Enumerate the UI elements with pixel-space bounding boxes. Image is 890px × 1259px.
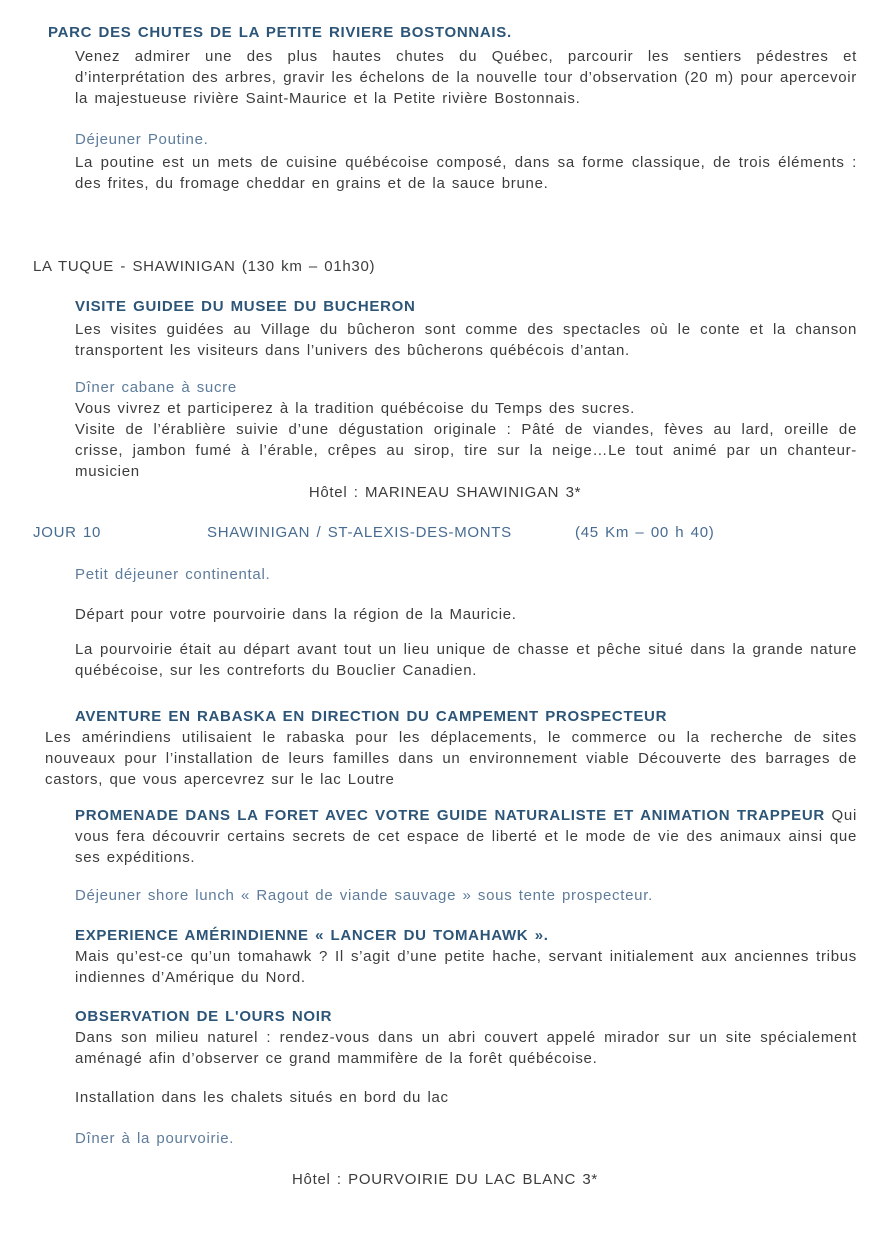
diner-cabane-line1: Vous vivrez et participerez à la tradition québécoise du Temps des sucres. (75, 400, 635, 417)
experience-tomahawk-paragraph: Mais qu’est-ce qu’un tomahawk ? Il s’agit d’une petite hache, servant initialement aux anciennes tribus indiennes d’Amérique du Nord. (75, 948, 857, 986)
installation-chalets-line: Installation dans les chalets situés en bord du lac (75, 1089, 449, 1106)
visite-musee-heading: VISITE GUIDEE DU MUSEE DU BUCHERON (75, 298, 416, 315)
diner-cabane-line2: Visite de l’érablière suivie d’une dégustation originale : Pâté de viandes, fèves au lard, oreille de crisse, jambon fumé à l’érable, crêpes au sirop, tire sur la neige…Le tout animé par un chanteur-musicien (75, 421, 857, 480)
experience-tomahawk-heading: EXPERIENCE AMÉRINDIENNE « LANCER DU TOMAHAWK ». (75, 927, 549, 944)
hotel-marineau-shawinigan: Hôtel : MARINEAU SHAWINIGAN 3* (308, 484, 582, 501)
aventure-rabaska-paragraph: Les amérindiens utilisaient le rabaska pour les déplacements, le commerce ou la recherche de sites nouveaux pour l’installation de leurs familles dans un environnement viable Découverte des barrages de castors, que vous apercevrez sur le lac Loutre (45, 729, 857, 788)
jour10-row (33, 522, 857, 543)
jour10-route: SHAWINIGAN / ST-ALEXIS-DES-MONTS (207, 524, 512, 541)
petit-dejeuner-line: Petit déjeuner continental. (75, 566, 271, 583)
observation-ours-paragraph: Dans son milieu naturel : rendez-vous dans un abri couvert appelé mirador sur un site spécialement aménagé afin d’observer ce grand mammifère de la forêt québécoise. (75, 1029, 857, 1067)
visite-musee-paragraph: Les visites guidées au Village du bûcheron sont comme des spectacles où le conte et la chanson transportent les visiteurs dans l’univers des bûcherons québécois d’antan. (75, 321, 857, 359)
route-la-tuque-shawinigan: LA TUQUE - SHAWINIGAN (130 km – 01h30) (33, 258, 376, 275)
parc-chutes-paragraph: Venez admirer une des plus hautes chutes du Québec, parcourir les sentiers pédestres et d’interprétation des arbres, gravir les échelons de la nouvelle tour d’observation (20 m) pour apercevoir la majestueuse rivière Saint-Maurice et la Petite rivière Bostonnais. (75, 48, 857, 107)
dejeuner-poutine-heading: Déjeuner Poutine. (75, 131, 209, 148)
promenade-foret-body: Qui vous fera découvrir certains secrets de cet espace de liberté et le mode de vie des animaux ainsi que ses expéditions. (75, 807, 857, 866)
depart-line: Départ pour votre pourvoirie dans la région de la Mauricie. (75, 606, 517, 623)
diner-pourvoirie-line: Dîner à la pourvoirie. (75, 1130, 235, 1147)
parc-chutes-heading: PARC DES CHUTES DE LA PETITE RIVIERE BOSTONNAIS. (48, 24, 512, 41)
pourvoirie-intro-paragraph: La pourvoirie était au départ avant tout un lieu unique de chasse et pêche situé dans la grande nature québécoise, sur les contreforts du Bouclier Canadien. (75, 641, 857, 679)
hotel-pourvoirie-lac-blanc: Hôtel : POURVOIRIE DU LAC BLANC 3* (292, 1171, 598, 1188)
promenade-foret-paragraph (75, 805, 857, 868)
dejeuner-shore-lunch-line: Déjeuner shore lunch « Ragout de viande sauvage » sous tente prospecteur. (75, 887, 653, 904)
aventure-rabaska-heading: AVENTURE EN RABASKA EN DIRECTION DU CAMPEMENT PROSPECTEUR (75, 708, 668, 725)
promenade-foret-heading: PROMENADE DANS LA FORET AVEC VOTRE GUIDE NATURALISTE ET ANIMATION TRAPPEUR (75, 807, 825, 824)
diner-cabane-heading: Dîner cabane à sucre (75, 379, 237, 396)
jour10-distance: (45 Km – 00 h 40) (575, 524, 715, 541)
observation-ours-heading: OBSERVATION DE L'OURS NOIR (75, 1008, 333, 1025)
jour10-label: JOUR 10 (33, 524, 102, 541)
dejeuner-poutine-paragraph: La poutine est un mets de cuisine québécoise composé, dans sa forme classique, de trois éléments : des frites, du fromage cheddar en grains et de la sauce brune. (75, 154, 857, 192)
